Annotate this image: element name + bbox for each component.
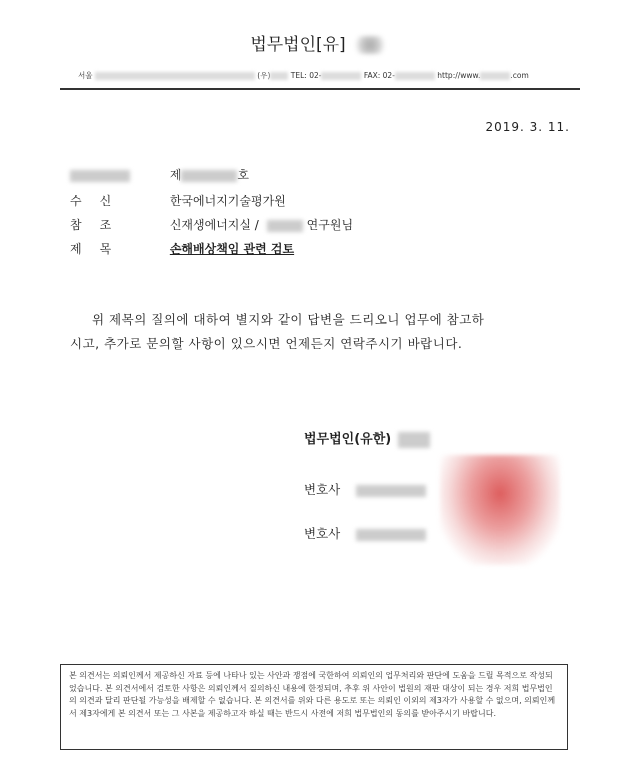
contact-tel: TEL: 02- [290, 71, 322, 80]
redacted-postal [270, 72, 288, 80]
contact-web-prefix: http://www. [437, 71, 481, 80]
doc-number-prefix: 제 [169, 168, 182, 182]
recipient-row [70, 192, 286, 209]
contact-web-suffix: .com [510, 71, 529, 80]
lawyer-2-row [304, 524, 426, 542]
redacted-firm-name [350, 36, 390, 54]
lawyer-1-title: 변호사 [304, 482, 341, 497]
official-seal-stamp [440, 455, 560, 565]
body-line-1: 위 제목의 질의에 대하여 별지와 같이 답변을 드리오니 업무에 참고하 [92, 312, 485, 327]
redacted-reference-name [267, 220, 303, 232]
redacted-fax [395, 72, 435, 80]
subject-value: 손해배상책임 관련 검토 [169, 242, 295, 256]
letter-date: 2019. 3. 11. [485, 120, 570, 134]
signature-firm-name: 법무법인(유한) [304, 432, 392, 447]
contact-postal: (우) [257, 71, 271, 80]
lawyer-1-row [304, 480, 426, 498]
reference-label: 참조 [70, 218, 130, 232]
redacted-lawyer-1-name [356, 485, 426, 497]
recipient-label: 수신 [70, 194, 130, 208]
redacted-address [95, 72, 255, 80]
disclaimer-notice: 본 의견서는 의뢰인께서 제공하신 자료 등에 나타나 있는 사안과 쟁점에 국한하여 의뢰인의 업무처리와 판단에 도움을 드릴 목적으로 작성되었습니다. 본 의견서에서 검토한 사항은 의뢰인께서 질의하신 내용에 한정되며, 추후 위 사안이 법원의 재판 대상이 되는 경우 저희 법무법인의 의견과 달리 판단될 가능성을 배제할 수 없습니다. 본 의견서를 위와 다른 용도로 또는 의뢰인 이외의 제3자가 사용할 수 없으며, 의뢰인께서 제3자에게 본 의견서 또는 그 사본을 제공하고자 하실 때는 반드시 사전에 저희 법무법인의 동의를 받아주시기 바랍니다. [60, 664, 568, 750]
letterhead-contact [78, 70, 578, 81]
subject-label: 제목 [70, 242, 130, 256]
reference-suffix: 연구원님 [306, 218, 354, 232]
reference-row [70, 216, 353, 233]
contact-city: 서울 [78, 71, 93, 80]
redacted-doc-number-label [70, 170, 130, 182]
redacted-doc-number [181, 170, 237, 182]
doc-number-row [70, 166, 249, 183]
recipient-value: 한국에너지기술평가원 [169, 194, 286, 208]
letterhead-title [0, 30, 640, 55]
subject-row [70, 240, 294, 257]
redacted-signature-firm [398, 432, 430, 448]
lawyer-2-title: 변호사 [304, 526, 341, 541]
reference-value: 신재생에너지실 / [169, 218, 259, 232]
header-rule [60, 88, 580, 90]
firm-name: 법무법인[유] [250, 35, 346, 55]
redacted-lawyer-2-name [356, 529, 426, 541]
redacted-tel [321, 72, 361, 80]
contact-fax: FAX: 02- [363, 71, 395, 80]
body-line-2: 시고, 추가로 문의할 사항이 있으시면 언제든지 연락주시기 바랍니다. [70, 336, 463, 351]
doc-number-suffix: 호 [237, 168, 250, 182]
redacted-web [480, 72, 510, 80]
letter-body [70, 308, 568, 356]
signature-firm [304, 428, 430, 448]
